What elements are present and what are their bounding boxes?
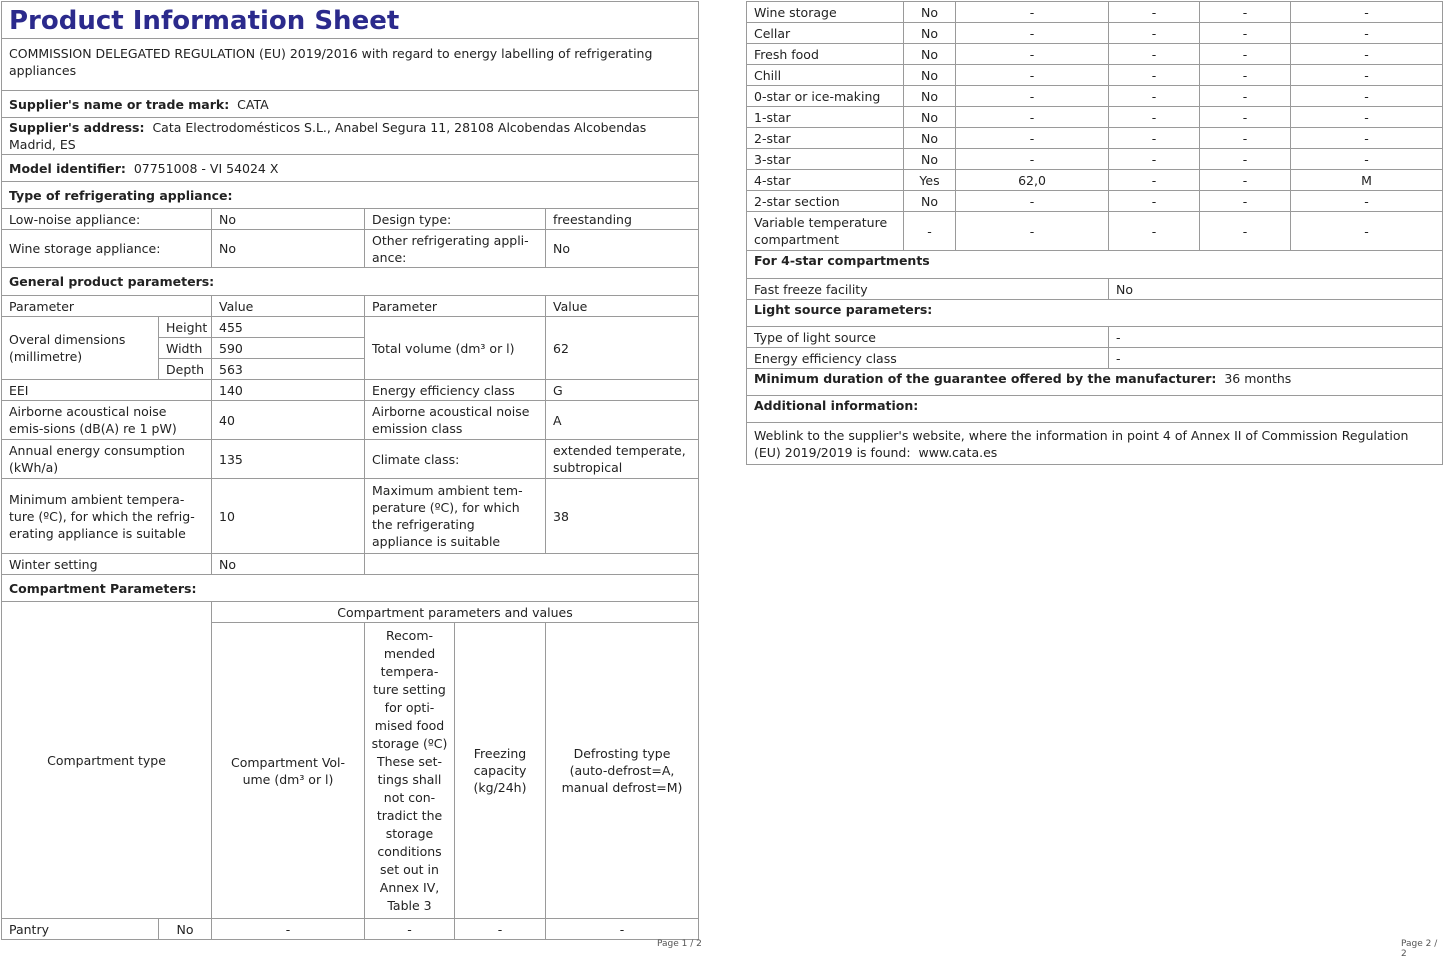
compartment-freezing: - <box>1200 128 1291 149</box>
compartment-present: - <box>904 212 956 251</box>
compartment-freezing: - <box>1200 44 1291 65</box>
compartment-freezing: - <box>1200 170 1291 191</box>
compartment-name: 0-star or ice-making <box>747 86 904 107</box>
noise-class-label: Airborne acoustical noise emission class <box>365 401 546 440</box>
pantry-defrost: - <box>546 919 699 940</box>
height-label: Height <box>159 317 212 338</box>
compartment-row <box>747 65 1443 86</box>
compartment-volume: 62,0 <box>956 170 1109 191</box>
light-class-label: Energy efficiency class <box>747 348 1109 369</box>
compartment-volume: - <box>956 191 1109 212</box>
compartment-defrost: - <box>1291 191 1443 212</box>
height-value: 455 <box>212 317 365 338</box>
supplier-address-value: Cata Electrodomésticos S.L., Anabel Segura 11, 28108 Alcobendas Alcobendas Madrid, ES <box>9 120 647 152</box>
fast-freeze-label: Fast freeze facility <box>747 279 1109 300</box>
light-type-label: Type of light source <box>747 327 1109 348</box>
guarantee-label: Minimum duration of the guarantee offered by the manufacturer: <box>754 371 1217 386</box>
weblink-link[interactable]: www.cata.es <box>918 444 998 460</box>
compartment-temp: - <box>1109 191 1200 212</box>
climate-label: Climate class: <box>365 440 546 479</box>
compartment-name: 2-star section <box>747 191 904 212</box>
compartment-defrost: - <box>1291 107 1443 128</box>
compartment-volume: - <box>956 65 1109 86</box>
compartment-row <box>747 128 1443 149</box>
other-appliance-value: No <box>546 230 699 268</box>
model-value: 07751008 - VI 54024 X <box>133 160 279 176</box>
compartment-freezing: - <box>1200 212 1291 251</box>
depth-label: Depth <box>159 359 212 380</box>
value-header-1: Value <box>212 296 365 317</box>
compartment-volume: - <box>956 2 1109 23</box>
page-number-1: Page 1 / 2 <box>657 939 702 949</box>
winter-label: Winter setting <box>2 554 212 575</box>
defrost-header: Defrosting type (auto-defrost=A, manual defrost=M) <box>546 623 699 919</box>
supplier-name-label: Supplier's name or trade mark: <box>9 96 230 112</box>
guarantee-value: 36 months <box>1224 371 1292 386</box>
compartment-defrost: M <box>1291 170 1443 191</box>
depth-value: 563 <box>212 359 365 380</box>
compartment-present: No <box>904 44 956 65</box>
comp-values-header: Compartment parameters and values <box>212 602 699 623</box>
compartment-name: 4-star <box>747 170 904 191</box>
param-header-2: Parameter <box>365 296 546 317</box>
fast-freeze-value: No <box>1109 279 1443 300</box>
compartment-freezing: - <box>1200 2 1291 23</box>
four-star-header: For 4-star compartments <box>747 251 1443 279</box>
width-label: Width <box>159 338 212 359</box>
compartment-temp: - <box>1109 107 1200 128</box>
design-type-label: Design type: <box>365 209 546 230</box>
winter-value: No <box>212 554 365 575</box>
pantry-volume: - <box>212 919 365 940</box>
compartment-temp: - <box>1109 212 1200 251</box>
compartment-name: Cellar <box>747 23 904 44</box>
additional-header: Additional information: <box>747 396 1443 423</box>
comp-type-header: Compartment type <box>2 602 212 919</box>
compartment-defrost: - <box>1291 23 1443 44</box>
volume-value: 62 <box>546 317 699 380</box>
pantry-present: No <box>159 919 212 940</box>
low-noise-label: Low-noise appliance: <box>2 209 212 230</box>
compartment-present: No <box>904 86 956 107</box>
compartment-temp: - <box>1109 149 1200 170</box>
aec-value: 135 <box>212 440 365 479</box>
compartment-freezing: - <box>1200 23 1291 44</box>
page-1 <box>1 1 698 940</box>
rec-temp-note: These set-tings shall not con-tradict the storage conditions set out in Annex IV, Table 3 <box>376 753 443 913</box>
compartment-name: 1-star <box>747 107 904 128</box>
compartment-defrost: - <box>1291 128 1443 149</box>
compartment-name: 3-star <box>747 149 904 170</box>
weblink-row <box>747 423 1443 465</box>
compartment-defrost: - <box>1291 65 1443 86</box>
general-header: General product parameters: <box>2 268 699 296</box>
compartment-row <box>747 170 1443 191</box>
max-ambient-value: 38 <box>546 479 699 554</box>
compartment-name: Wine storage <box>747 2 904 23</box>
compartment-list-table <box>746 1 1443 465</box>
compartment-present: No <box>904 23 956 44</box>
page-title: Product Information Sheet <box>2 2 699 39</box>
compartment-temp: - <box>1109 44 1200 65</box>
compartment-volume: - <box>956 212 1109 251</box>
light-class-value: - <box>1109 348 1443 369</box>
compartment-row <box>747 23 1443 44</box>
supplier-name-value: CATA <box>237 96 269 112</box>
compartment-defrost: - <box>1291 86 1443 107</box>
compartment-freezing: - <box>1200 191 1291 212</box>
aec-label: Annual energy consumption (kWh/a) <box>2 440 212 479</box>
min-ambient-label: Minimum ambient tempera-ture (ºC), for which the refrig-erating appliance is suitable <box>2 479 212 554</box>
compartment-name: Variable temperature compartment <box>747 212 904 251</box>
eei-value: 140 <box>212 380 365 401</box>
compartment-name: Fresh food <box>747 44 904 65</box>
compartment-row <box>747 44 1443 65</box>
design-type-value: freestanding <box>546 209 699 230</box>
min-ambient-value: 10 <box>212 479 365 554</box>
compartment-name: 2-star <box>747 128 904 149</box>
max-ambient-label: Maximum ambient tem-perature (ºC), for which the refrigerating appliance is suitable <box>365 479 546 554</box>
rec-temp-title: Recom-mended tempera-ture setting for opti-mised food storage (ºC) <box>371 627 448 751</box>
wine-appliance-label: Wine storage appliance: <box>2 230 212 268</box>
type-header: Type of refrigerating appliance: <box>2 182 699 209</box>
noise-class-value: A <box>546 401 699 440</box>
compartment-volume: - <box>956 128 1109 149</box>
compartment-present: No <box>904 149 956 170</box>
climate-value: extended temperate, subtropical <box>546 440 699 479</box>
compartment-row <box>747 191 1443 212</box>
compartment-volume: - <box>956 23 1109 44</box>
compartment-temp: - <box>1109 128 1200 149</box>
regulation-text: COMMISSION DELEGATED REGULATION (EU) 2019/2016 with regard to energy labelling of refrigerating appliances <box>2 39 699 91</box>
eec-value: G <box>546 380 699 401</box>
volume-label: Total volume (dm³ or l) <box>365 317 546 380</box>
pantry-label: Pantry <box>2 919 159 940</box>
compartment-present: No <box>904 65 956 86</box>
model-label: Model identifier: <box>9 160 126 176</box>
compartment-temp: - <box>1109 23 1200 44</box>
compartment-temp: - <box>1109 65 1200 86</box>
supplier-name-row <box>2 91 699 118</box>
compartment-volume: - <box>956 107 1109 128</box>
weblink-text: Weblink to the supplier's website, where the information in point 4 of Annex II of Commission Regulation (EU) 2019/2019 is found: <box>754 427 1409 460</box>
compartment-freezing: - <box>1200 65 1291 86</box>
compartment-freezing: - <box>1200 107 1291 128</box>
supplier-address-label: Supplier's address: <box>9 120 145 135</box>
compartment-present: No <box>904 128 956 149</box>
compartment-defrost: - <box>1291 44 1443 65</box>
info-sheet-table <box>1 1 699 940</box>
compartment-freezing: - <box>1200 149 1291 170</box>
compartment-temp: - <box>1109 2 1200 23</box>
pantry-freezing: - <box>455 919 546 940</box>
comp-volume-header: Compartment Vol-ume (dm³ or l) <box>212 623 365 919</box>
page-2 <box>746 1 1442 465</box>
compartment-present: Yes <box>904 170 956 191</box>
page-number-2: Page 2 / 2 <box>1401 939 1438 959</box>
width-value: 590 <box>212 338 365 359</box>
param-header-1: Parameter <box>2 296 212 317</box>
compartment-row <box>747 107 1443 128</box>
compartment-name: Chill <box>747 65 904 86</box>
freezing-header: Freezing capacity (kg/24h) <box>455 623 546 919</box>
compartment-volume: - <box>956 44 1109 65</box>
other-appliance-label: Other refrigerating appli-ance: <box>365 230 546 268</box>
compartment-present: No <box>904 107 956 128</box>
compartment-present: No <box>904 2 956 23</box>
compartment-volume: - <box>956 86 1109 107</box>
light-header: Light source parameters: <box>747 300 1443 327</box>
eei-label: EEI <box>2 380 212 401</box>
compartment-row <box>747 2 1443 23</box>
guarantee-row <box>747 369 1443 396</box>
compartment-freezing: - <box>1200 86 1291 107</box>
compartment-temp: - <box>1109 86 1200 107</box>
model-row <box>2 155 699 182</box>
supplier-address-row <box>2 118 699 155</box>
compartment-row <box>747 86 1443 107</box>
compartment-defrost: - <box>1291 2 1443 23</box>
pantry-temp: - <box>365 919 455 940</box>
dimensions-label: Overal dimensions (millimetre) <box>2 317 159 380</box>
compartment-row <box>747 149 1443 170</box>
light-type-value: - <box>1109 327 1443 348</box>
value-header-2: Value <box>546 296 699 317</box>
eec-label: Energy efficiency class <box>365 380 546 401</box>
compartment-defrost: - <box>1291 212 1443 251</box>
compartment-present: No <box>904 191 956 212</box>
compartment-row <box>747 212 1443 251</box>
rec-temp-header <box>365 623 455 919</box>
compartment-temp: - <box>1109 170 1200 191</box>
low-noise-value: No <box>212 209 365 230</box>
compartment-volume: - <box>956 149 1109 170</box>
noise-label: Airborne acoustical noise emis-sions (dB(A) re 1 pW) <box>2 401 212 440</box>
noise-value: 40 <box>212 401 365 440</box>
compartment-header: Compartment Parameters: <box>2 575 699 602</box>
wine-appliance-value: No <box>212 230 365 268</box>
compartment-defrost: - <box>1291 149 1443 170</box>
winter-blank <box>365 554 699 575</box>
